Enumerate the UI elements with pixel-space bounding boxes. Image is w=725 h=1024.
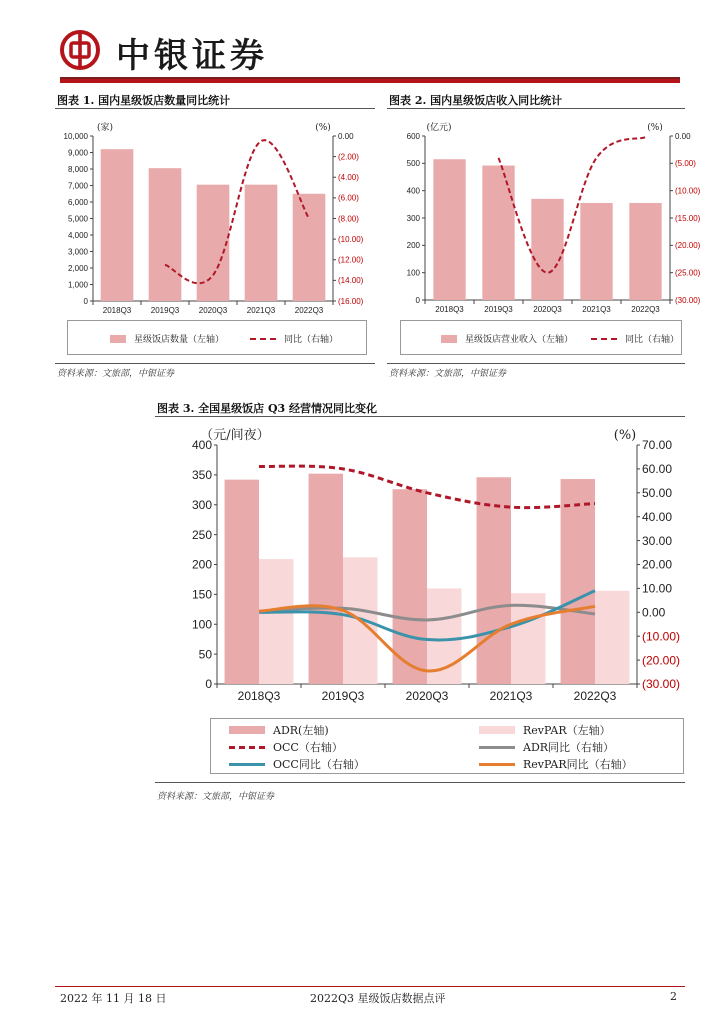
fig2-y-axis-label: (亿元) bbox=[426, 123, 452, 133]
fig1-right-tick-label: (8.00) bbox=[338, 214, 359, 224]
fig3-left-tick-label: 200 bbox=[191, 557, 212, 572]
fig1-left-tick-label: 6,000 bbox=[67, 197, 88, 207]
fig3-legend-occ: OCC（右轴） bbox=[229, 739, 343, 755]
fig3-right-tick-label: (30.00) bbox=[642, 677, 681, 692]
fig3-left-tick-label: 100 bbox=[191, 617, 212, 632]
fig1-left-tick-label: 2,000 bbox=[67, 263, 88, 273]
fig1-legend bbox=[67, 320, 367, 355]
fig2-category-label: 2021Q3 bbox=[582, 305, 611, 314]
brand-name: 中银证券 bbox=[116, 36, 268, 76]
fig1-y-axis-label: (家) bbox=[96, 123, 114, 133]
fig3-bar bbox=[259, 559, 293, 684]
footer-rule bbox=[55, 986, 685, 987]
fig2-left-tick-label: 400 bbox=[406, 186, 420, 196]
fig2-left-tick-label: 100 bbox=[406, 268, 420, 278]
fig2-legend-bar: 星级饭店营业收入（左轴） bbox=[441, 332, 573, 345]
fig1-left-tick-label: 0 bbox=[83, 296, 88, 306]
fig3-legend-revpar: RevPAR（左轴） bbox=[479, 722, 611, 738]
fig3-y-axis-label: （元/间夜） bbox=[200, 428, 270, 443]
fig1-category-label: 2018Q3 bbox=[102, 306, 132, 315]
fig1-bar bbox=[101, 149, 134, 301]
fig3-legend-occ-yoy-swatch bbox=[229, 763, 265, 766]
fig3-legend-occ-swatch bbox=[229, 746, 265, 749]
fig1-legend-line: 同比（右轴） bbox=[250, 332, 338, 345]
fig1-right-tick-label: (4.00) bbox=[338, 173, 359, 183]
fig2-right-tick-label: (15.00) bbox=[675, 213, 701, 223]
fig1-category-label: 2019Q3 bbox=[150, 306, 180, 315]
fig1-category-label: 2022Q3 bbox=[294, 306, 324, 315]
fig3-right-tick-label: 70.00 bbox=[642, 438, 673, 453]
fig3-legend-adr-swatch bbox=[229, 726, 265, 734]
fig1-line-series bbox=[165, 140, 309, 283]
fig2-bar bbox=[629, 203, 661, 300]
fig3-y2-axis-label: (%) bbox=[613, 428, 637, 443]
fig1-right-tick-label: (12.00) bbox=[338, 255, 364, 265]
fig2-legend-bar-swatch bbox=[441, 335, 457, 343]
fig2-title-rule bbox=[387, 108, 685, 109]
fig2-bar bbox=[580, 203, 612, 300]
fig3-category-label: 2018Q3 bbox=[237, 689, 281, 703]
fig3-right-tick-label: 0.00 bbox=[642, 605, 666, 620]
fig1-left-tick-label: 7,000 bbox=[67, 181, 88, 191]
fig3-legend bbox=[210, 718, 684, 774]
fig2-left-tick-label: 0 bbox=[415, 295, 420, 305]
fig2-legend bbox=[400, 320, 682, 355]
fig3-left-tick-label: 50 bbox=[198, 647, 212, 662]
footer-doc-title: 2022Q3 星级饭店数据点评 bbox=[310, 992, 446, 1005]
fig1-source: 资料来源：文旅部，中银证券 bbox=[57, 369, 175, 379]
fig3-category-label: 2021Q3 bbox=[489, 689, 533, 703]
fig2-left-tick-label: 600 bbox=[406, 131, 420, 141]
fig1-left-tick-label: 8,000 bbox=[67, 164, 88, 174]
fig3-legend-adr: ADR(左轴) bbox=[229, 722, 329, 738]
fig3-right-tick-label: (10.00) bbox=[642, 629, 681, 644]
fig3-source: 资料来源：文旅部，中银证券 bbox=[157, 792, 275, 802]
fig3-legend-revpar-yoy-swatch bbox=[479, 763, 515, 766]
fig1-category-label: 2021Q3 bbox=[246, 306, 276, 315]
fig2-right-tick-label: (20.00) bbox=[675, 241, 701, 251]
fig3-right-tick-label: (20.00) bbox=[642, 653, 681, 668]
fig3-right-tick-label: 60.00 bbox=[642, 462, 673, 477]
fig3-right-tick-label: 50.00 bbox=[642, 486, 673, 500]
fig3-category-label: 2019Q3 bbox=[321, 689, 365, 703]
bank-of-china-logo bbox=[60, 30, 100, 70]
fig1-title-rule bbox=[55, 108, 375, 109]
fig3-title: 图表 3. 全国星级饭店 Q3 经营情况同比变化 bbox=[157, 402, 378, 415]
fig3-right-tick-label: 10.00 bbox=[642, 581, 673, 596]
fig3-bar bbox=[225, 480, 259, 684]
fig1-right-tick-label: (16.00) bbox=[338, 296, 364, 306]
fig2-y2-axis-label: (%) bbox=[647, 123, 663, 133]
fig1-left-tick-label: 3,000 bbox=[67, 247, 88, 257]
footer-page-number: 2 bbox=[670, 990, 677, 1003]
fig1-left-tick-label: 1,000 bbox=[67, 280, 88, 290]
fig1-legend-bar-swatch bbox=[110, 335, 126, 343]
fig1-legend-bar: 星级饭店数量（左轴） bbox=[110, 332, 224, 345]
fig2-bottom-rule bbox=[387, 363, 685, 364]
header-rule-red bbox=[60, 79, 680, 83]
fig1-bottom-rule bbox=[55, 363, 375, 364]
fig1-title: 图表 1. 国内星级饭店数量同比统计 bbox=[57, 94, 231, 107]
footer-date: 2022 年 11 月 18 日 bbox=[60, 992, 167, 1005]
fig3-bar bbox=[477, 477, 511, 684]
fig2-right-tick-label: (30.00) bbox=[675, 295, 701, 305]
fig1-legend-line-swatch bbox=[250, 338, 276, 340]
fig3-legend-adr-yoy-swatch bbox=[479, 746, 515, 749]
fig1-right-tick-label: (10.00) bbox=[338, 234, 364, 244]
fig1-right-tick-label: (2.00) bbox=[338, 152, 359, 162]
fig3-legend-occ-yoy: OCC同比（右轴） bbox=[229, 756, 365, 772]
fig3-title-rule bbox=[155, 416, 685, 417]
page-header bbox=[0, 0, 725, 90]
fig3-left-tick-label: 250 bbox=[191, 527, 212, 542]
fig3-left-tick-label: 150 bbox=[191, 587, 212, 602]
fig2-chart bbox=[387, 112, 701, 317]
fig2-bar bbox=[531, 199, 563, 300]
fig3-chart bbox=[155, 420, 685, 710]
fig2-left-tick-label: 300 bbox=[406, 213, 420, 223]
fig1-bar bbox=[149, 168, 182, 301]
fig3-left-tick-label: 300 bbox=[191, 497, 212, 512]
fig3-bar bbox=[561, 479, 595, 684]
fig3-right-tick-label: 30.00 bbox=[642, 533, 673, 548]
fig2-left-tick-label: 200 bbox=[406, 241, 420, 251]
fig2-right-tick-label: 0.00 bbox=[675, 131, 691, 141]
fig3-legend-revpar-yoy: RevPAR同比（右轴） bbox=[479, 756, 633, 772]
fig1-right-tick-label: 0.00 bbox=[338, 131, 354, 141]
fig1-left-tick-label: 9,000 bbox=[67, 148, 88, 158]
fig1-left-tick-label: 4,000 bbox=[67, 230, 88, 240]
fig2-line-series bbox=[499, 137, 646, 273]
fig1-bar bbox=[245, 185, 278, 301]
fig3-bar bbox=[595, 591, 629, 684]
fig3-bottom-rule bbox=[155, 782, 685, 783]
fig2-legend-line: 同比（右轴） bbox=[591, 332, 679, 345]
fig2-legend-line-swatch bbox=[591, 338, 617, 340]
fig1-left-tick-label: 5,000 bbox=[67, 214, 88, 224]
fig3-left-tick-label: 400 bbox=[191, 438, 212, 453]
fig3-legend-adr-yoy: ADR同比（右轴） bbox=[479, 739, 614, 755]
fig3-right-tick-label: 40.00 bbox=[642, 509, 673, 524]
fig2-right-tick-label: (5.00) bbox=[675, 159, 696, 169]
fig1-right-tick-label: (14.00) bbox=[338, 276, 364, 286]
fig1-bar bbox=[293, 194, 326, 301]
fig3-right-tick-label: 20.00 bbox=[642, 557, 673, 572]
fig3-bar bbox=[309, 474, 343, 684]
fig2-category-label: 2022Q3 bbox=[631, 305, 660, 314]
fig3-left-tick-label: 350 bbox=[191, 468, 212, 483]
fig3-legend-revpar-swatch bbox=[479, 726, 515, 734]
fig2-source: 资料来源：文旅部，中银证券 bbox=[389, 369, 507, 379]
fig2-right-tick-label: (10.00) bbox=[675, 186, 701, 196]
fig3-category-label: 2022Q3 bbox=[573, 689, 617, 703]
fig2-title: 图表 2. 国内星级饭店收入同比统计 bbox=[389, 94, 563, 107]
fig2-bar bbox=[433, 159, 465, 300]
fig2-category-label: 2019Q3 bbox=[484, 305, 513, 314]
fig2-bar bbox=[482, 166, 514, 300]
fig2-category-label: 2018Q3 bbox=[435, 305, 464, 314]
fig3-category-label: 2020Q3 bbox=[405, 689, 449, 703]
fig2-category-label: 2020Q3 bbox=[533, 305, 562, 314]
fig2-right-tick-label: (25.00) bbox=[675, 268, 701, 278]
fig1-y2-axis-label: (%) bbox=[315, 123, 331, 133]
fig3-left-tick-label: 0 bbox=[205, 677, 212, 692]
fig1-category-label: 2020Q3 bbox=[198, 306, 228, 315]
fig1-chart bbox=[55, 112, 375, 317]
fig1-right-tick-label: (6.00) bbox=[338, 193, 359, 203]
fig1-left-tick-label: 10,000 bbox=[63, 131, 88, 141]
fig2-left-tick-label: 500 bbox=[406, 159, 420, 169]
